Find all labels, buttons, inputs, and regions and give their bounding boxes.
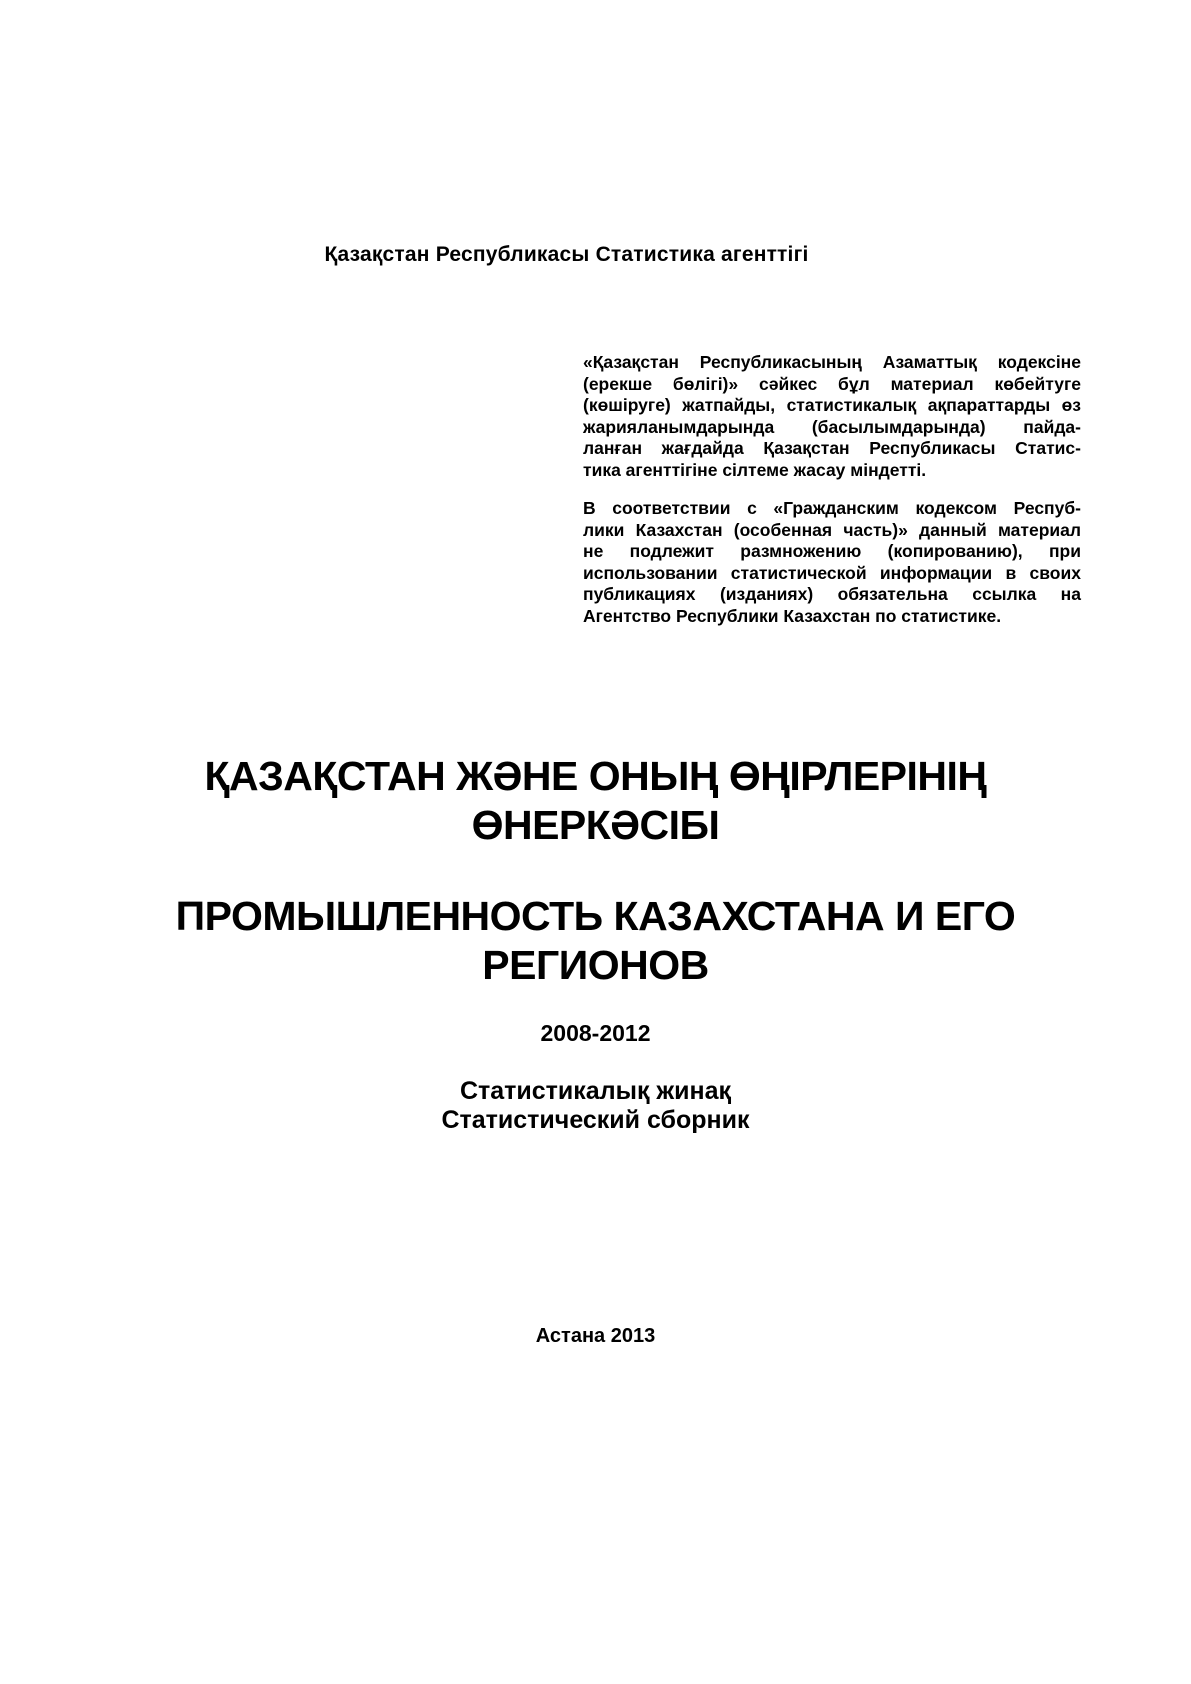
imprint: Астана 2013	[535, 1325, 656, 1347]
notice-ru-line: использовании статистической информации в своих	[583, 562, 1081, 583]
subtitle-block	[0, 1077, 1191, 1135]
subtitle-kazakh: Статистикалық жинақ	[459, 1077, 732, 1105]
subtitle-russian: Статистический сборник	[441, 1106, 750, 1134]
notice-kk-line: ланған жағдайда Қазақстан Республикасы Статис-	[583, 438, 1081, 459]
notice-ru-line: публикациях (изданиях) обязательна ссылка на	[583, 584, 1081, 605]
title-kazakh-line1: ҚАЗАҚСТАН ЖӘНЕ ОНЫҢ ӨҢІРЛЕРІНІҢ	[204, 753, 987, 799]
title-russian	[0, 892, 1191, 990]
title-kazakh-line2: ӨНЕРКӘСІБІ	[471, 802, 720, 848]
agency-header: Қазақстан Республикасы Статистика агенттігі	[324, 243, 809, 266]
notice-kk-line: жарияланымдарында (басылымдарында) пайда-	[583, 416, 1081, 437]
title-kazakh	[0, 752, 1191, 850]
notice-ru-line: В соответствии с «Гражданским кодексом Респуб-	[583, 498, 1081, 518]
notice-ru-line: лики Казахстан (особенная часть)» данный материал	[583, 519, 1081, 540]
notice-kk-line: (ерекше бөлігі)» сәйкес бұл материал көбейтуге	[583, 373, 1081, 394]
title-russian-line2: РЕГИОНОВ	[482, 942, 709, 988]
notice-ru-line: не подлежит размножению (копированию), при	[583, 541, 1081, 562]
copyright-notice-kk	[583, 352, 1081, 482]
edition-period: 2008-2012	[540, 1020, 651, 1046]
notice-kk-line: (көшіруге) жатпайды, статистикалық ақпараттарды өз	[583, 395, 1081, 416]
copyright-notice-ru	[583, 498, 1081, 628]
title-russian-line1: ПРОМЫШЛЕННОСТЬ КАЗАХСТАНА И ЕГО	[175, 893, 1016, 939]
notice-ru-line: Агентство Республики Казахстан по статистике.	[583, 605, 1002, 626]
notice-kk-line: «Қазақстан Республикасының Азаматтық кодексіне	[583, 352, 1081, 372]
notice-kk-line: тика агенттігіне сілтеме жасау міндетті.	[583, 459, 927, 480]
